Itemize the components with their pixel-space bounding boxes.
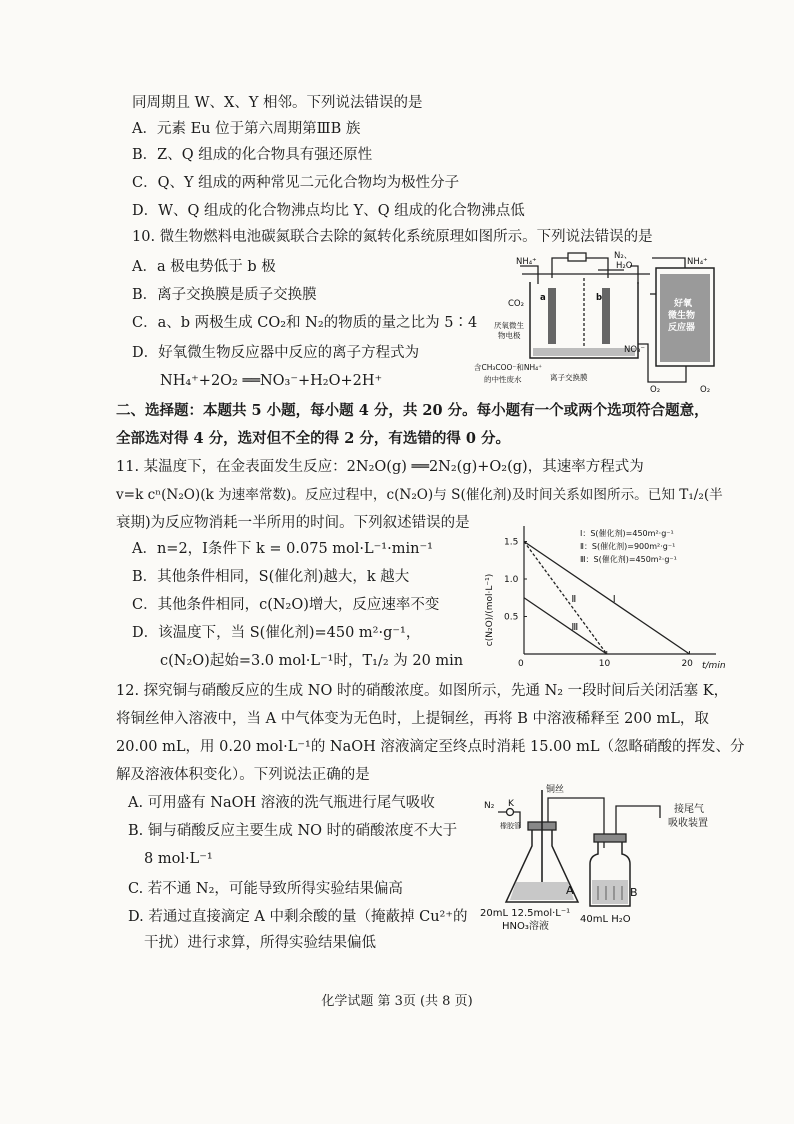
q11-option-c: C．其他条件相同，c(N₂O)增大，反应速率不变 xyxy=(132,597,440,613)
page-footer: 化学试题 第 3页 (共 8 页) xyxy=(321,994,473,1009)
label-o2-in: O₂ xyxy=(650,385,661,395)
label-anaerobic-electrode-2: 物电极 xyxy=(498,331,521,340)
label-bottle-b-content: 40mL H₂O xyxy=(580,914,631,925)
label-reactor-1: 好氧 xyxy=(674,299,693,309)
q9-option-d: D．W、Q 组成的化合物沸点均比 Y、Q 组成的化合物沸点低 xyxy=(132,203,525,219)
q10-option-c: C．a、b 两极生成 CO₂和 N₂的物质的量之比为 5∶4 xyxy=(132,315,478,331)
y-tick-2: 1.5 xyxy=(504,537,519,548)
label-anaerobic-electrode: 厌氧微生 xyxy=(494,321,524,330)
label-rubber-tube: 橡胶管 xyxy=(500,822,521,830)
label-hno3: HNO₃溶液 xyxy=(502,921,549,932)
q12-option-d-1: D. 若通过直接滴定 A 中剩余酸的量（掩蔽掉 Cu²⁺的 xyxy=(128,909,468,925)
q12-stem-4: 解及溶液体积变化）。下列说法正确的是 xyxy=(116,767,370,783)
label-copper-wire: 铜丝 xyxy=(546,785,565,795)
label-reactor-3: 反应器 xyxy=(668,323,696,333)
q10-option-b: B．离子交换膜是质子交换膜 xyxy=(132,287,317,303)
x-tick-2: 20 xyxy=(681,659,693,669)
q10-option-a: A．a 极电势低于 b 极 xyxy=(132,259,276,275)
label-wastewater: 含CH₃COO⁻和NH₄⁺ xyxy=(474,363,543,372)
q9-option-a: A．元素 Eu 位于第六周期第ⅢB 族 xyxy=(132,121,361,137)
stopcock-k xyxy=(507,809,514,816)
chart-ylabel: c(N₂O)/(mol·L⁻¹) xyxy=(485,573,495,647)
q12-stem-2: 将铜丝伸入溶液中，当 A 中气体变为无色时，上提铜丝，再将 B 中溶液稀释至 200 mL，取 xyxy=(116,711,709,727)
x-tick-1: 10 xyxy=(598,659,611,669)
label-k: K xyxy=(508,799,514,809)
label-no3: NO₃⁻ xyxy=(624,345,645,355)
label-reactor-2: 微生物 xyxy=(668,311,696,321)
y-tick-0: 0.5 xyxy=(504,612,519,623)
legend-entry-1: Ⅰ：S(催化剂)=450m²·g⁻¹ xyxy=(580,529,674,538)
q11-option-d-2: c(N₂O)起始=3.0 mol·L⁻¹时，T₁/₂ 为 20 min xyxy=(160,653,464,669)
q12-option-b-2: 8 mol·L⁻¹ xyxy=(144,851,213,867)
label-wastewater-2: 的中性废水 xyxy=(484,375,522,384)
q10-equation: NH₄⁺+2O₂ ══NO₃⁻+H₂O+2H⁺ xyxy=(160,373,383,389)
label-flask-a: A xyxy=(566,884,574,897)
q9-stem-tail: 同周期且 W、X、Y 相邻。下列说法错误的是 xyxy=(132,95,423,111)
x-tick-0: 0 xyxy=(518,659,524,669)
q9-option-b: B．Z、Q 组成的化合物具有强还原性 xyxy=(132,147,373,163)
q11-option-d-1: D．该温度下，当 S(催化剂)=450 m²·g⁻¹， xyxy=(132,625,421,641)
label-nh4-top: NH₄⁺ xyxy=(687,257,708,267)
q10-stem: 10. 微生物燃料电池碳氮联合去除的氮转化系统原理如图所示。下列说法错误的是 xyxy=(132,229,653,245)
q11-stem-2: v=k cⁿ(N₂O)(k 为速率常数)。反应过程中，c(N₂O)与 S(催化剂)及时间关系如图所示。已知 T₁/₂(半 xyxy=(116,487,723,503)
electrode-b xyxy=(602,288,610,344)
series-label-3: Ⅲ xyxy=(571,621,579,633)
q12-option-c: C. 若不通 N₂，可能导致所得实验结果偏高 xyxy=(128,881,403,897)
chart-xlabel: t/min xyxy=(702,661,726,671)
section2-heading-2: 全部选对得 4 分，选对但不全的得 2 分，有选错的得 0 分。 xyxy=(116,430,511,447)
series-line-3 xyxy=(524,598,607,654)
label-n2: N₂、 xyxy=(614,251,633,261)
label-o2-out: O₂ xyxy=(700,385,711,395)
label-nh4-in: NH₄⁺ xyxy=(516,257,537,267)
label-n2-inlet: N₂ xyxy=(484,801,495,811)
label-tail-gas-1: 接尾气 xyxy=(674,804,704,815)
label-flask-a-content: 20mL 12.5mol·L⁻¹ xyxy=(480,908,571,919)
label-bottle-b: B xyxy=(630,886,638,899)
label-co2: CO₂ xyxy=(508,299,525,309)
q12-option-b-1: B. 铜与硝酸反应主要生成 NO 时的硝酸浓度不大于 xyxy=(128,823,458,839)
label-electrode-b: b xyxy=(596,293,603,303)
label-tail-gas-2: 吸收装置 xyxy=(668,818,708,829)
label-h2o: H₂O xyxy=(616,261,633,271)
q12-stem-1: 12. 探究铜与硝酸反应的生成 NO 时的硝酸浓度。如图所示，先通 N₂ 一段时间后关闭活塞 K， xyxy=(116,683,729,699)
y-tick-1: 1.0 xyxy=(504,575,519,585)
q12-stem-3: 20.00 mL，用 0.20 mol·L⁻¹的 NaOH 溶液滴定至终点时消耗 15.00 mL（忽略硝酸的挥发、分 xyxy=(116,739,745,755)
n2o-concentration-chart xyxy=(480,522,730,670)
series-label-2: Ⅱ xyxy=(571,593,577,605)
q12-option-a: A. 可用盛有 NaOH 溶液的洗气瓶进行尾气吸收 xyxy=(128,795,435,811)
legend-entry-3: Ⅲ：S(催化剂)=450m²·g⁻¹ xyxy=(580,555,677,564)
label-membrane: 离子交换膜 xyxy=(550,373,588,382)
section2-heading-1: 二、选择题：本题共 5 小题，每小题 4 分，共 20 分。每小题有一个或两个选项符合题意， xyxy=(116,402,709,419)
q11-stem-1: 11. 某温度下，在金表面发生反应：2N₂O(g) ══2N₂(g)+O₂(g)，其速率方程式为 xyxy=(116,459,644,475)
electrode-a xyxy=(548,288,556,344)
q11-option-a: A．n=2，Ⅰ条件下 k = 0.075 mol·L⁻¹·min⁻¹ xyxy=(132,541,433,557)
label-electrode-a: a xyxy=(540,293,546,303)
series-label-1: Ⅰ xyxy=(612,593,616,605)
q11-stem-3: 衰期)为反应物消耗一半所用的时间。下列叙述错误的是 xyxy=(116,515,470,531)
q11-option-b: B．其他条件相同，S(催化剂)越大，k 越大 xyxy=(132,569,410,585)
apparatus-diagram xyxy=(480,784,724,934)
fuel-cell-diagram xyxy=(474,244,722,395)
q10-option-d: D．好氧微生物反应器中反应的离子方程式为 xyxy=(132,345,420,361)
q12-option-d-2: 干扰）进行求算，所得实验结果偏低 xyxy=(144,935,376,951)
load-resistor xyxy=(568,253,586,261)
q9-option-c: C．Q、Y 组成的两种常见二元化合物均为极性分子 xyxy=(132,175,460,191)
legend-entry-2: Ⅱ：S(催化剂)=900m²·g⁻¹ xyxy=(580,542,676,551)
